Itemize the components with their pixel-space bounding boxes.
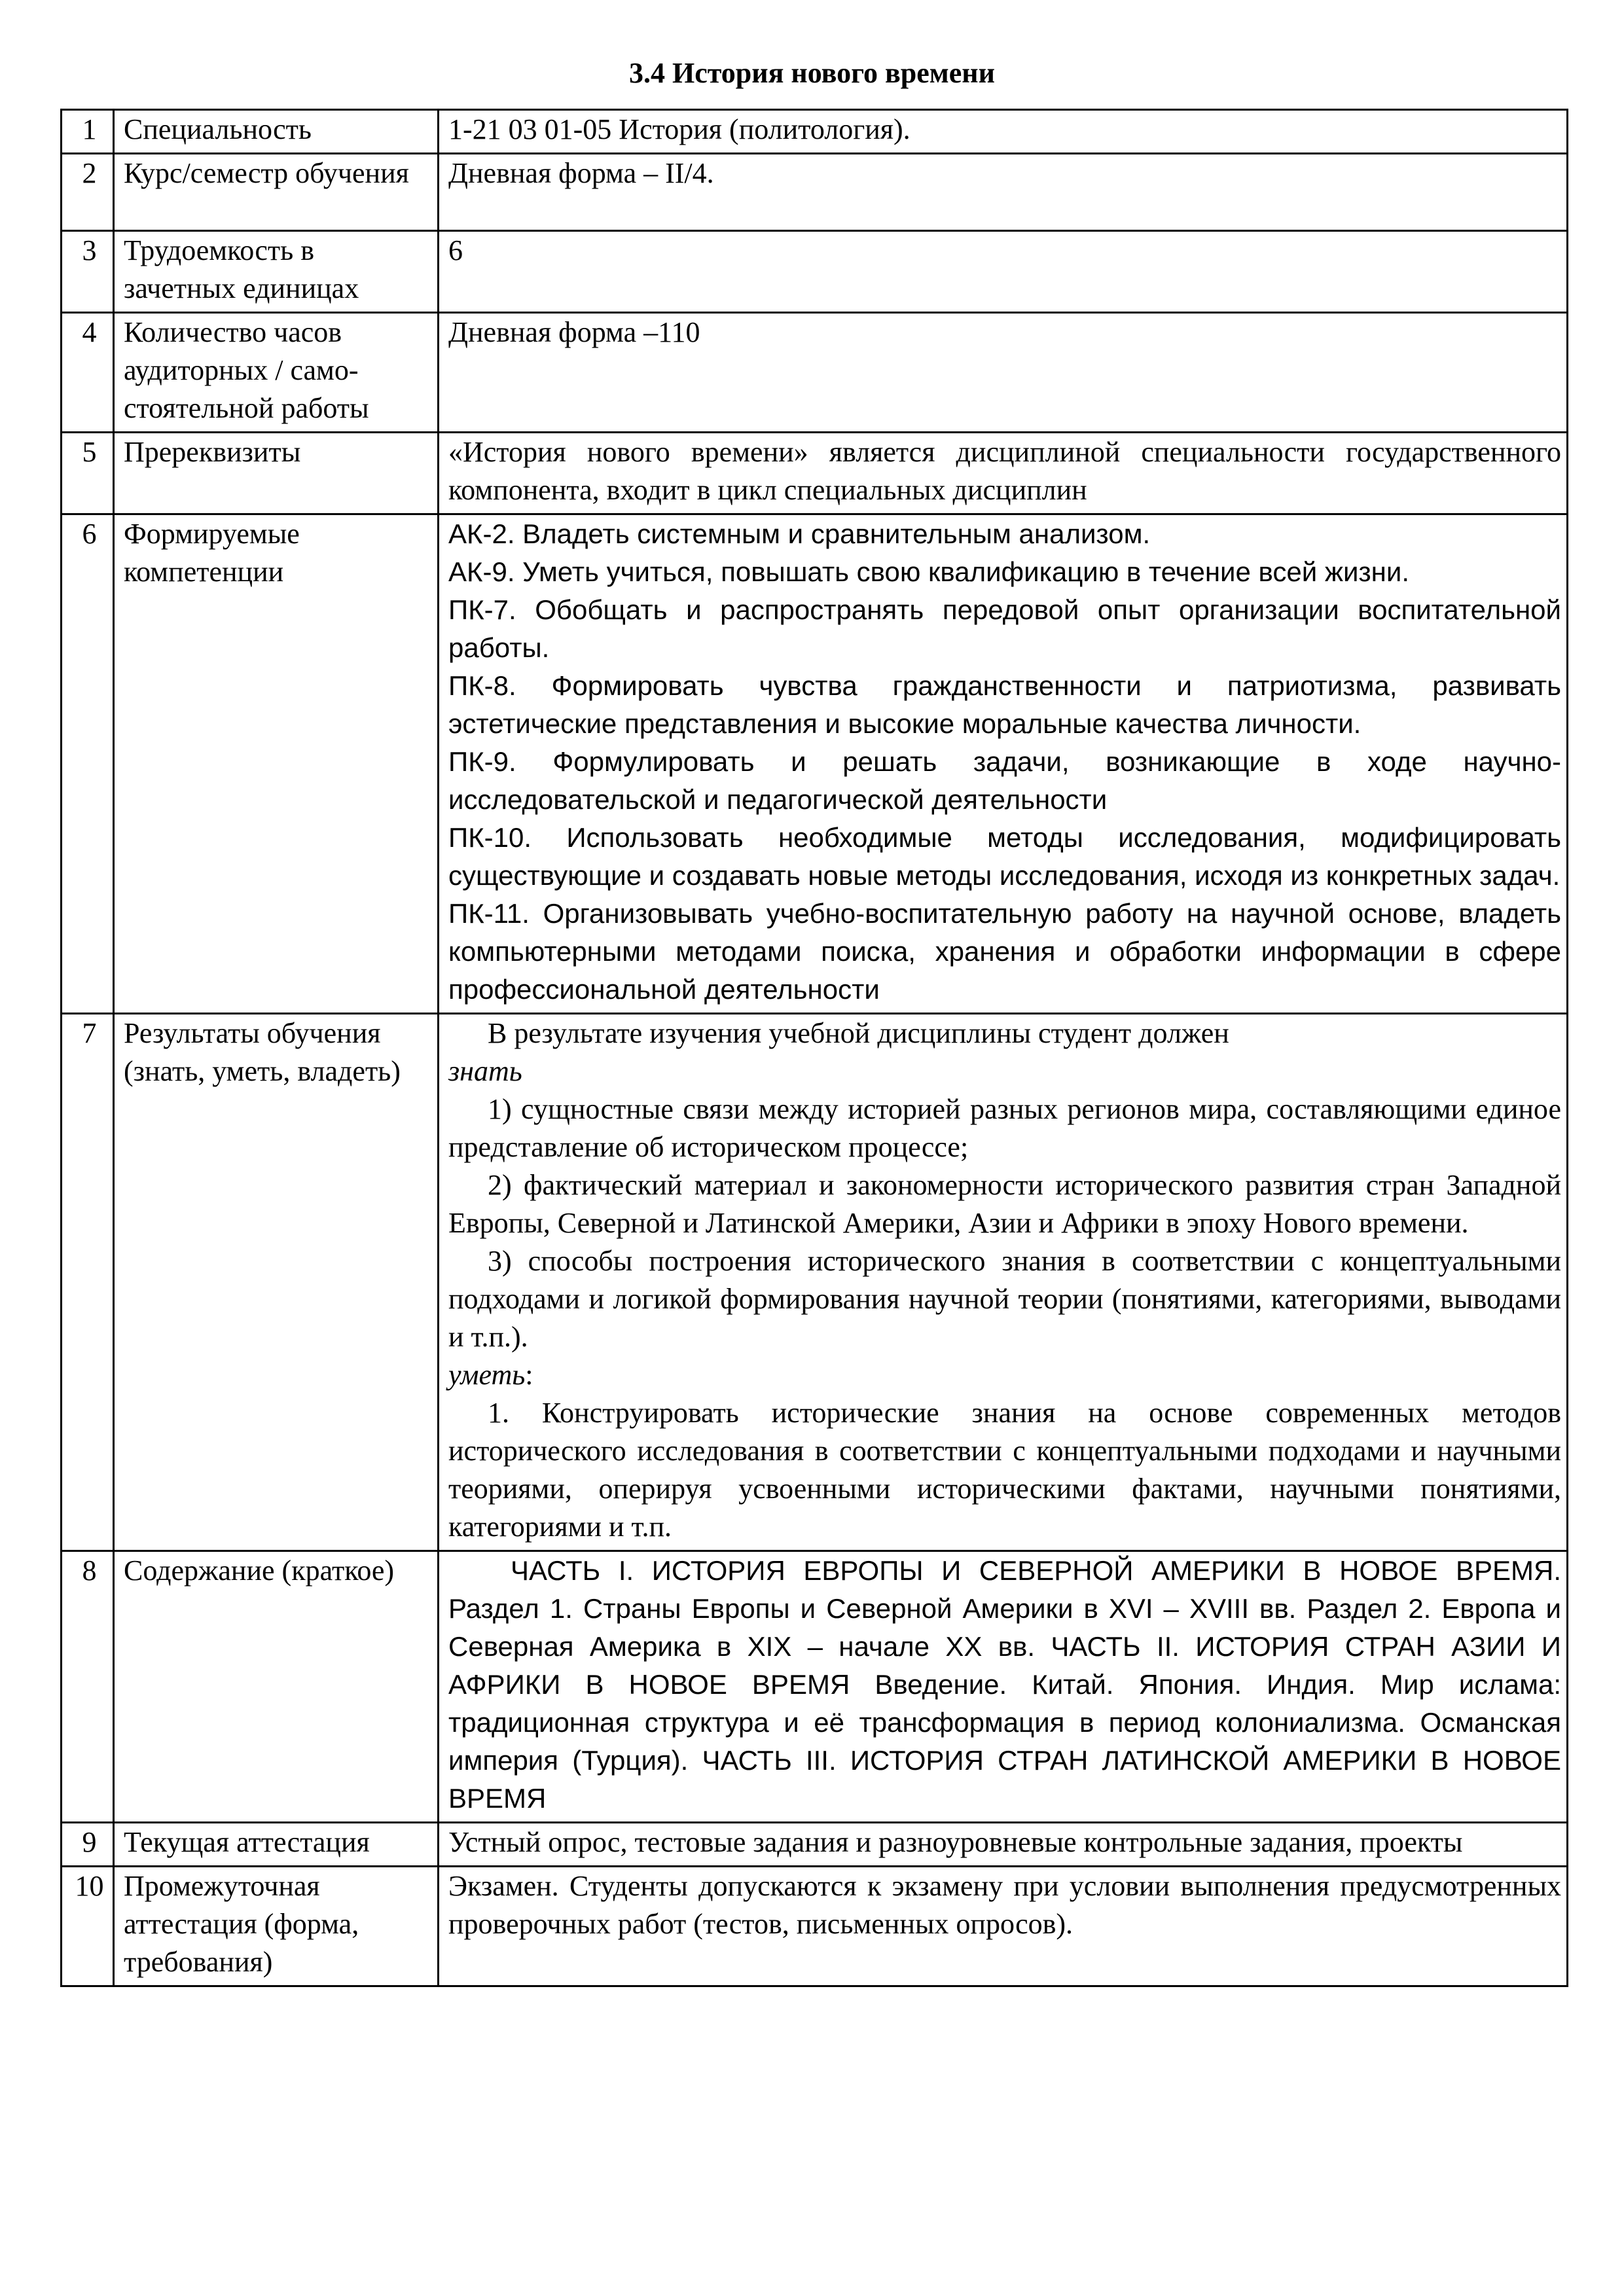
table-row: [62, 433, 1568, 514]
row-number: 5: [62, 433, 114, 514]
table-row: [62, 154, 1568, 231]
competency-item: ПК-11. Организовывать учебно-воспитательную работу на научной основе, владеть компьютерными методами поиска, хранения и обработки информации в сфере профессиональной деятельности: [448, 898, 1561, 1005]
row-value: Устный опрос, тестовые задания и разноуровневые контрольные задания, проекты: [439, 1823, 1568, 1867]
can-heading-label: уметь: [448, 1359, 526, 1391]
table-row: [62, 1014, 1568, 1551]
know-item: 3) способы построения исторического знания в соответствии с концептуальными подходами и логикой формирования научной теории (понятиями, категориями, выводами и т.п.).: [448, 1245, 1561, 1353]
can-heading: [448, 1356, 1561, 1394]
row-number: 9: [62, 1823, 114, 1867]
row-number: 4: [62, 313, 114, 433]
row-label: Трудоемкость в зачетных единицах: [114, 231, 439, 313]
learning-outcomes-cell: [439, 1014, 1568, 1551]
row-number: 8: [62, 1551, 114, 1823]
row-number: 6: [62, 514, 114, 1014]
row-label: Содержание (краткое): [114, 1551, 439, 1823]
can-item: 1. Конструировать исторические знания на основе современных методов исторического исследования в соответствии с концептуальными подходами и научными теориями, оперируя усвоенными историческими фактами, научными понятиями, категориями и т.п.: [448, 1397, 1561, 1543]
row-number: 10: [62, 1867, 114, 1986]
competency-item: ПК-8. Формировать чувства гражданственности и патриотизма, развивать эстетические представления и высокие моральные качества личности.: [448, 670, 1561, 739]
row-label: Результаты обучения (знать, уметь, владеть): [114, 1014, 439, 1551]
know-item: 2) фактический материал и закономерности исторического развития стран Западной Европы, Северной и Латинской Америки, Азии и Африки в эпоху Нового времени.: [448, 1169, 1561, 1239]
table-row: [62, 514, 1568, 1014]
page-title: 3.4 История нового времени: [629, 57, 995, 89]
row-value: Экзамен. Студенты допускаются к экзамену при условии выполнения предусмотренных проверочных работ (тестов, письменных опросов).: [439, 1867, 1568, 1986]
row-label: Промежуточная аттестация (форма, требования): [114, 1867, 439, 1986]
row-number: 2: [62, 154, 114, 231]
row-label: Текущая аттестация: [114, 1823, 439, 1867]
competency-item: ПК-7. Обобщать и распространять передовой опыт организации воспитательной работы.: [448, 594, 1561, 663]
row-value: 1-21 03 01-05 История (политология).: [439, 110, 1568, 154]
table-row: [62, 1551, 1568, 1823]
course-info-table: [60, 109, 1568, 1987]
can-heading-suffix: :: [525, 1359, 533, 1391]
know-item: 1) сущностные связи между историей разных регионов мира, составляющими единое представление об историческом процессе;: [448, 1093, 1561, 1163]
table-row: [62, 313, 1568, 433]
competency-item: ПК-9. Формулировать и решать задачи, возникающие в ходе научно-исследовательской и педагогической деятельности: [448, 746, 1561, 815]
competencies-cell: [439, 514, 1568, 1014]
row-label: Курс/семестр обучения: [114, 154, 439, 231]
competency-item: АК-9. Уметь учиться, повышать свою квалификацию в течение всей жизни.: [448, 556, 1410, 587]
row-value: Дневная форма – II/4.: [439, 154, 1568, 231]
row-number: 3: [62, 231, 114, 313]
row-label: Пререквизиты: [114, 433, 439, 514]
table-row: [62, 1867, 1568, 1986]
row-value: «История нового времени» является дисциплиной специальности государственного компонента, входит в цикл специальных дисциплин: [439, 433, 1568, 514]
row-value: 6: [439, 231, 1568, 313]
know-heading: знать: [448, 1055, 522, 1087]
content-summary-cell: [439, 1551, 1568, 1823]
table-row: [62, 231, 1568, 313]
row-label: Формируемые компетенции: [114, 514, 439, 1014]
row-value: Дневная форма –110: [439, 313, 1568, 433]
table-row: [62, 1823, 1568, 1867]
competency-item: ПК-10. Использовать необходимые методы исследования, модифицировать существующие и создавать новые методы исследования, исходя из конкретных задач.: [448, 822, 1561, 891]
competency-item: АК-2. Владеть системным и сравнительным анализом.: [448, 518, 1151, 549]
content-summary: ЧАСТЬ I. ИСТОРИЯ ЕВРОПЫ И СЕВЕРНОЙ АМЕРИКИ В НОВОЕ ВРЕМЯ. Раздел 1. Страны Европы и Северной Америки в XVI – XVIII вв. Раздел 2. Европа и Северная Америка в XIX – начале XX вв. ЧАСТЬ II. ИСТОРИЯ СТРАН АЗИИ И АФРИКИ В НОВОЕ ВРЕМЯ Введение. Китай. Япония. Индия. Мир ислама: традиционная структура и её трансформация в период колониализма. Османская империя (Турция). ЧАСТЬ III. ИСТОРИЯ СТРАН ЛАТИНСКОЙ АМЕРИКИ В НОВОЕ ВРЕМЯ: [448, 1555, 1561, 1814]
row-number: 1: [62, 110, 114, 154]
row-label: Количество часов аудиторных / само-стоятельной работы: [114, 313, 439, 433]
table-row: [62, 110, 1568, 154]
row-label: Специальность: [114, 110, 439, 154]
outcomes-intro: В результате изучения учебной дисциплины студент должен: [488, 1017, 1229, 1049]
row-number: 7: [62, 1014, 114, 1551]
